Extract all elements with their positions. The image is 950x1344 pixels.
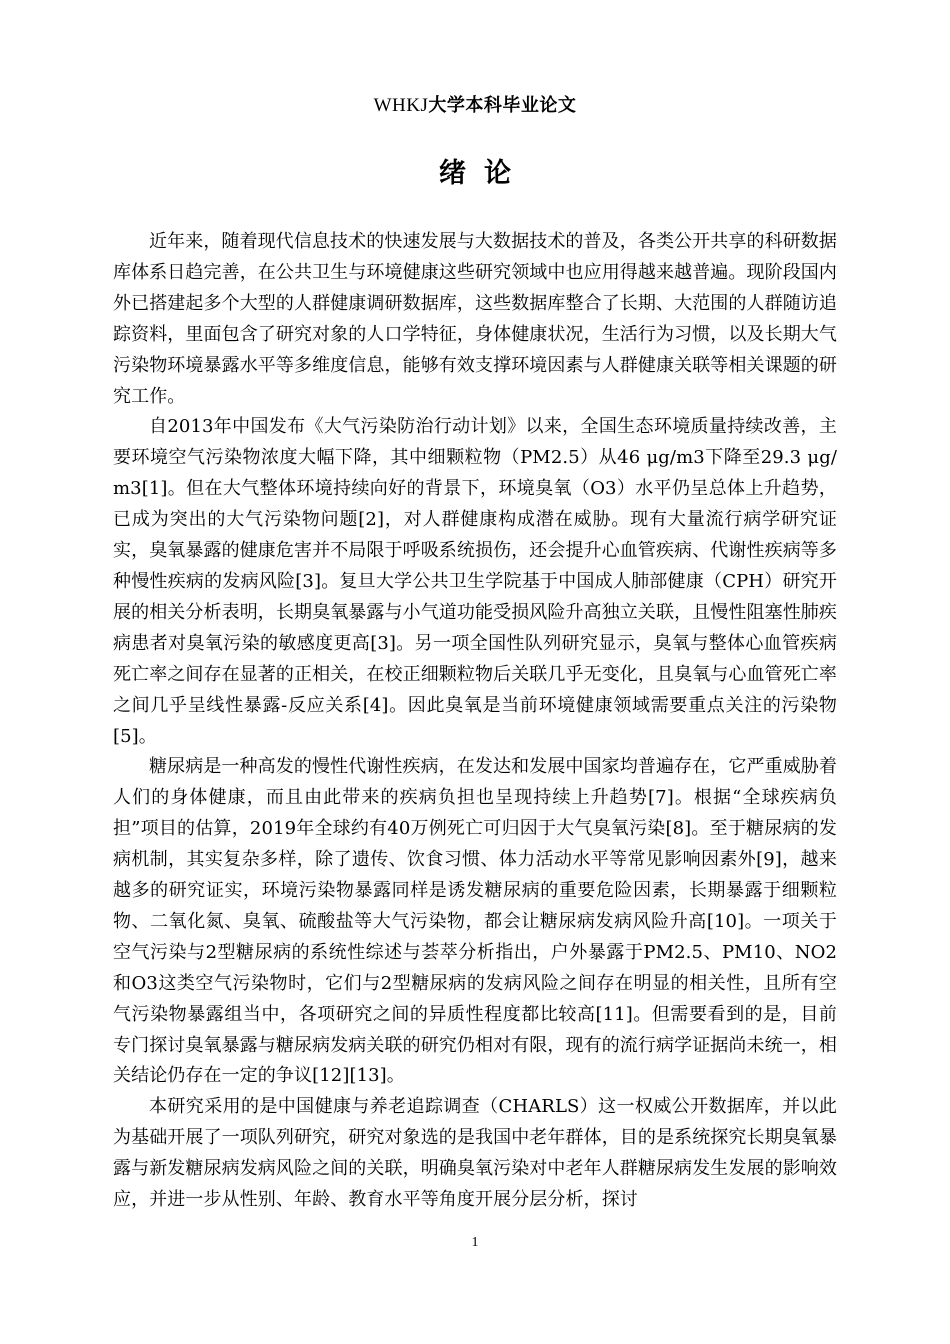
- paragraph-intro: 近年来，随着现代信息技术的快速发展与大数据技术的普及，各类公开共享的科研数据库体系日趋完善，在公共卫生与环境健康这些研究领域中也应用得越来越普遍。现阶段国内外已搭建起多个大型的人群健康调研数据库，这些数据库整合了长期、大范围的人群随访追踪资料，里面包含了研究对象的人口学特征，身体健康状况，生活行为习惯，以及长期大气污染物环境暴露水平等多维度信息，能够有效支撑环境因素与人群健康关联等相关课题的研究工作。: [113, 231, 837, 407]
- body-text: [113, 227, 837, 1216]
- paragraph-diabetes: 糖尿病是一种高发的慢性代谢性疾病，在发达和发展中国家均普遍存在，它严重威胁着人们的身体健康，而且由此带来的疾病负担也呈现持续上升趋势[7]。根据“全球疾病负担”项目的估算，2019年全球约有40万例死亡可归因于大气臭氧污染[8]。至于糖尿病的发病机制，其实复杂多样，除了遗传、饮食习惯、体力活动水平等常见影响因素外[9]，越来越多的研究证实，环境污染物暴露同样是诱发糖尿病的重要危险因素，长期暴露于细颗粒物、二氧化氮、臭氧、硫酸盐等大气污染物，都会让糖尿病发病风险升高[10]。一项关于空气污染与2型糖尿病的系统性综述与荟萃分析指出，户外暴露于PM2.5、PM10、NO2和O3这类空气污染物时，它们与2型糖尿病的发病风险之间存在明显的相关性，且所有空气污染物暴露组当中，各项研究之间的异质性程度都比较高[11]。但需要看到的是，目前专门探讨臭氧暴露与糖尿病发病关联的研究仍相对有限，现有的流行病学证据尚未统一，相关结论仍存在一定的争议[12][13]。: [113, 756, 837, 1087]
- chapter-title: 绪论: [439, 158, 529, 189]
- page-number: 1: [471, 1235, 479, 1250]
- running-head-school-code: WHKJ: [373, 95, 429, 116]
- running-head-text: 大学本科毕业论文: [428, 95, 577, 116]
- running-head: [0, 93, 950, 119]
- paragraph-study-design: 本研究采用的是中国健康与养老追踪调查（CHARLS）这一权威公开数据库，并以此为基础开展了一项队列研究，研究对象选的是我国中老年群体，目的是系统探究长期臭氧暴露与新发糖尿病发病风险之间的关联，明确臭氧污染对中老年人群糖尿病发生发展的影响效应，并进一步从性别、年龄、教育水平等角度开展分层分析，探讨: [113, 1096, 837, 1211]
- paragraph-ozone-background: 自2013年中国发布《大气污染防治行动计划》以来，全国生态环境质量持续改善，主要环境空气污染物浓度大幅下降，其中细颗粒物（PM2.5）从46 μg/m3下降至29.3 μg/m3[1]。但在大气整体环境持续向好的背景下，环境臭氧（O3）水平仍呈总体上升趋势，已成为突出的大气污染物问题[2]，对人群健康构成潜在威胁。现有大量流行病学研究证实，臭氧暴露的健康危害并不局限于呼吸系统损伤，还会提升心血管疾病、代谢性疾病等多种慢性疾病的发病风险[3]。复旦大学公共卫生学院基于中国成人肺部健康（CPH）研究开展的相关分析表明，长期臭氧暴露与小气道功能受损风险升高独立关联，且慢性阻塞性肺疾病患者对臭氧污染的敏感度更高[3]。另一项全国性队列研究显示，臭氧与整体心血管疾病死亡率之间存在显著的正相关，在校正细颗粒物后关联几乎无变化，且臭氧与心血管死亡率之间几乎呈线性暴露-反应关系[4]。因此臭氧是当前环境健康领域需要重点关注的污染物[5]。: [113, 416, 837, 747]
